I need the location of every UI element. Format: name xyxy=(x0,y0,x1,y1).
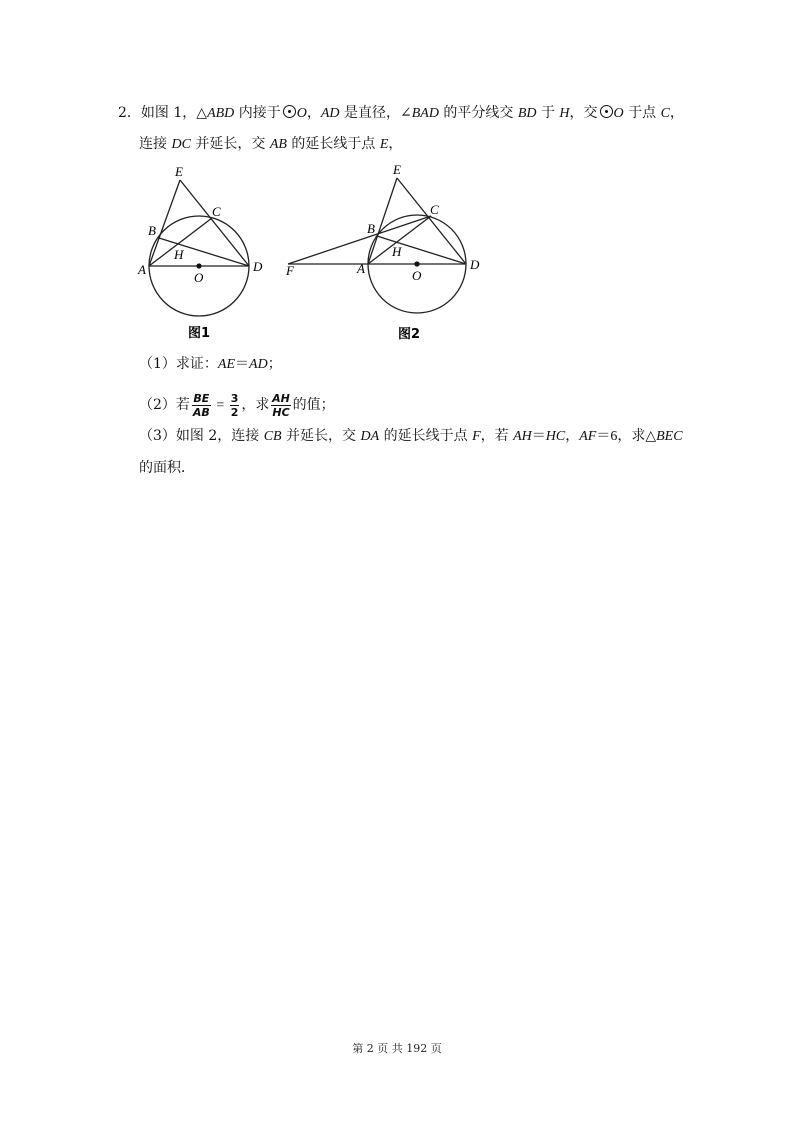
question-2: （2）若 $\frac{BE}{AB}$ = $\frac{3}{2}$ ，求 $\frac{AH}{HC}$ 的值； xyxy=(139,391,335,419)
figure-2 xyxy=(280,158,490,348)
fraction-be-over-ab: $\frac{BE}{AB}$ xyxy=(192,391,210,419)
problem-statement-line-2: 连接 DC 并延长，交 AB 的延长线于点 E， xyxy=(139,136,403,152)
fig2-label-F: F xyxy=(286,263,294,278)
fig2-label-O: O xyxy=(412,268,422,283)
question-3-line-2: 的面积． xyxy=(139,460,195,476)
fig2-label-C: C xyxy=(430,202,439,217)
problem-number: 2． xyxy=(118,105,141,121)
fig2-label-D: D xyxy=(470,257,480,272)
fig1-label-B: B xyxy=(148,223,156,238)
fig2-caption: 图2 xyxy=(398,327,421,342)
circle-dot-icon xyxy=(283,105,296,118)
question-1: （1）求证：AE＝AD； xyxy=(139,356,282,372)
fig2-label-E: E xyxy=(393,162,401,177)
page-footer: 第 2 页 共 192 页 xyxy=(352,1042,442,1055)
figure-1 xyxy=(130,158,280,348)
problem-statement-line-1: 2．如图 1，△ABD 内接于 O，AD 是直径，∠BAD 的平分线交 BD 于 H，交 O 于点 C， xyxy=(118,105,684,121)
fig2-center-point xyxy=(414,261,419,266)
circle-dot-icon xyxy=(600,105,613,118)
fraction-3-over-2: $\frac{3}{2}$ xyxy=(230,391,239,419)
fig1-label-A: A xyxy=(138,262,146,277)
fig1-label-H: H xyxy=(174,247,184,262)
fig2-segment-ED xyxy=(397,178,466,264)
question-3-line-1: （3）如图 2，连接 CB 并延长，交 DA 的延长线于点 F，若 AH＝HC，AF＝6，求△BEC xyxy=(139,428,683,444)
fig2-label-B: B xyxy=(367,221,375,236)
fig1-label-D: D xyxy=(253,259,263,274)
fig1-label-O: O xyxy=(194,270,204,285)
fig1-label-E: E xyxy=(175,164,183,179)
fig1-segment-ED xyxy=(180,180,249,266)
fraction-ah-over-hc: $\frac{AH}{HC}$ xyxy=(272,391,290,419)
fig1-label-C: C xyxy=(212,204,221,219)
fig1-caption: 图1 xyxy=(188,326,211,341)
fig1-center-point xyxy=(196,263,201,268)
fig2-segment-BD xyxy=(377,236,466,264)
fig1-segment-BD xyxy=(159,238,249,266)
fig2-label-H: H xyxy=(392,244,402,259)
fig2-segment-FC xyxy=(288,216,431,264)
fig2-label-A: A xyxy=(357,261,365,276)
